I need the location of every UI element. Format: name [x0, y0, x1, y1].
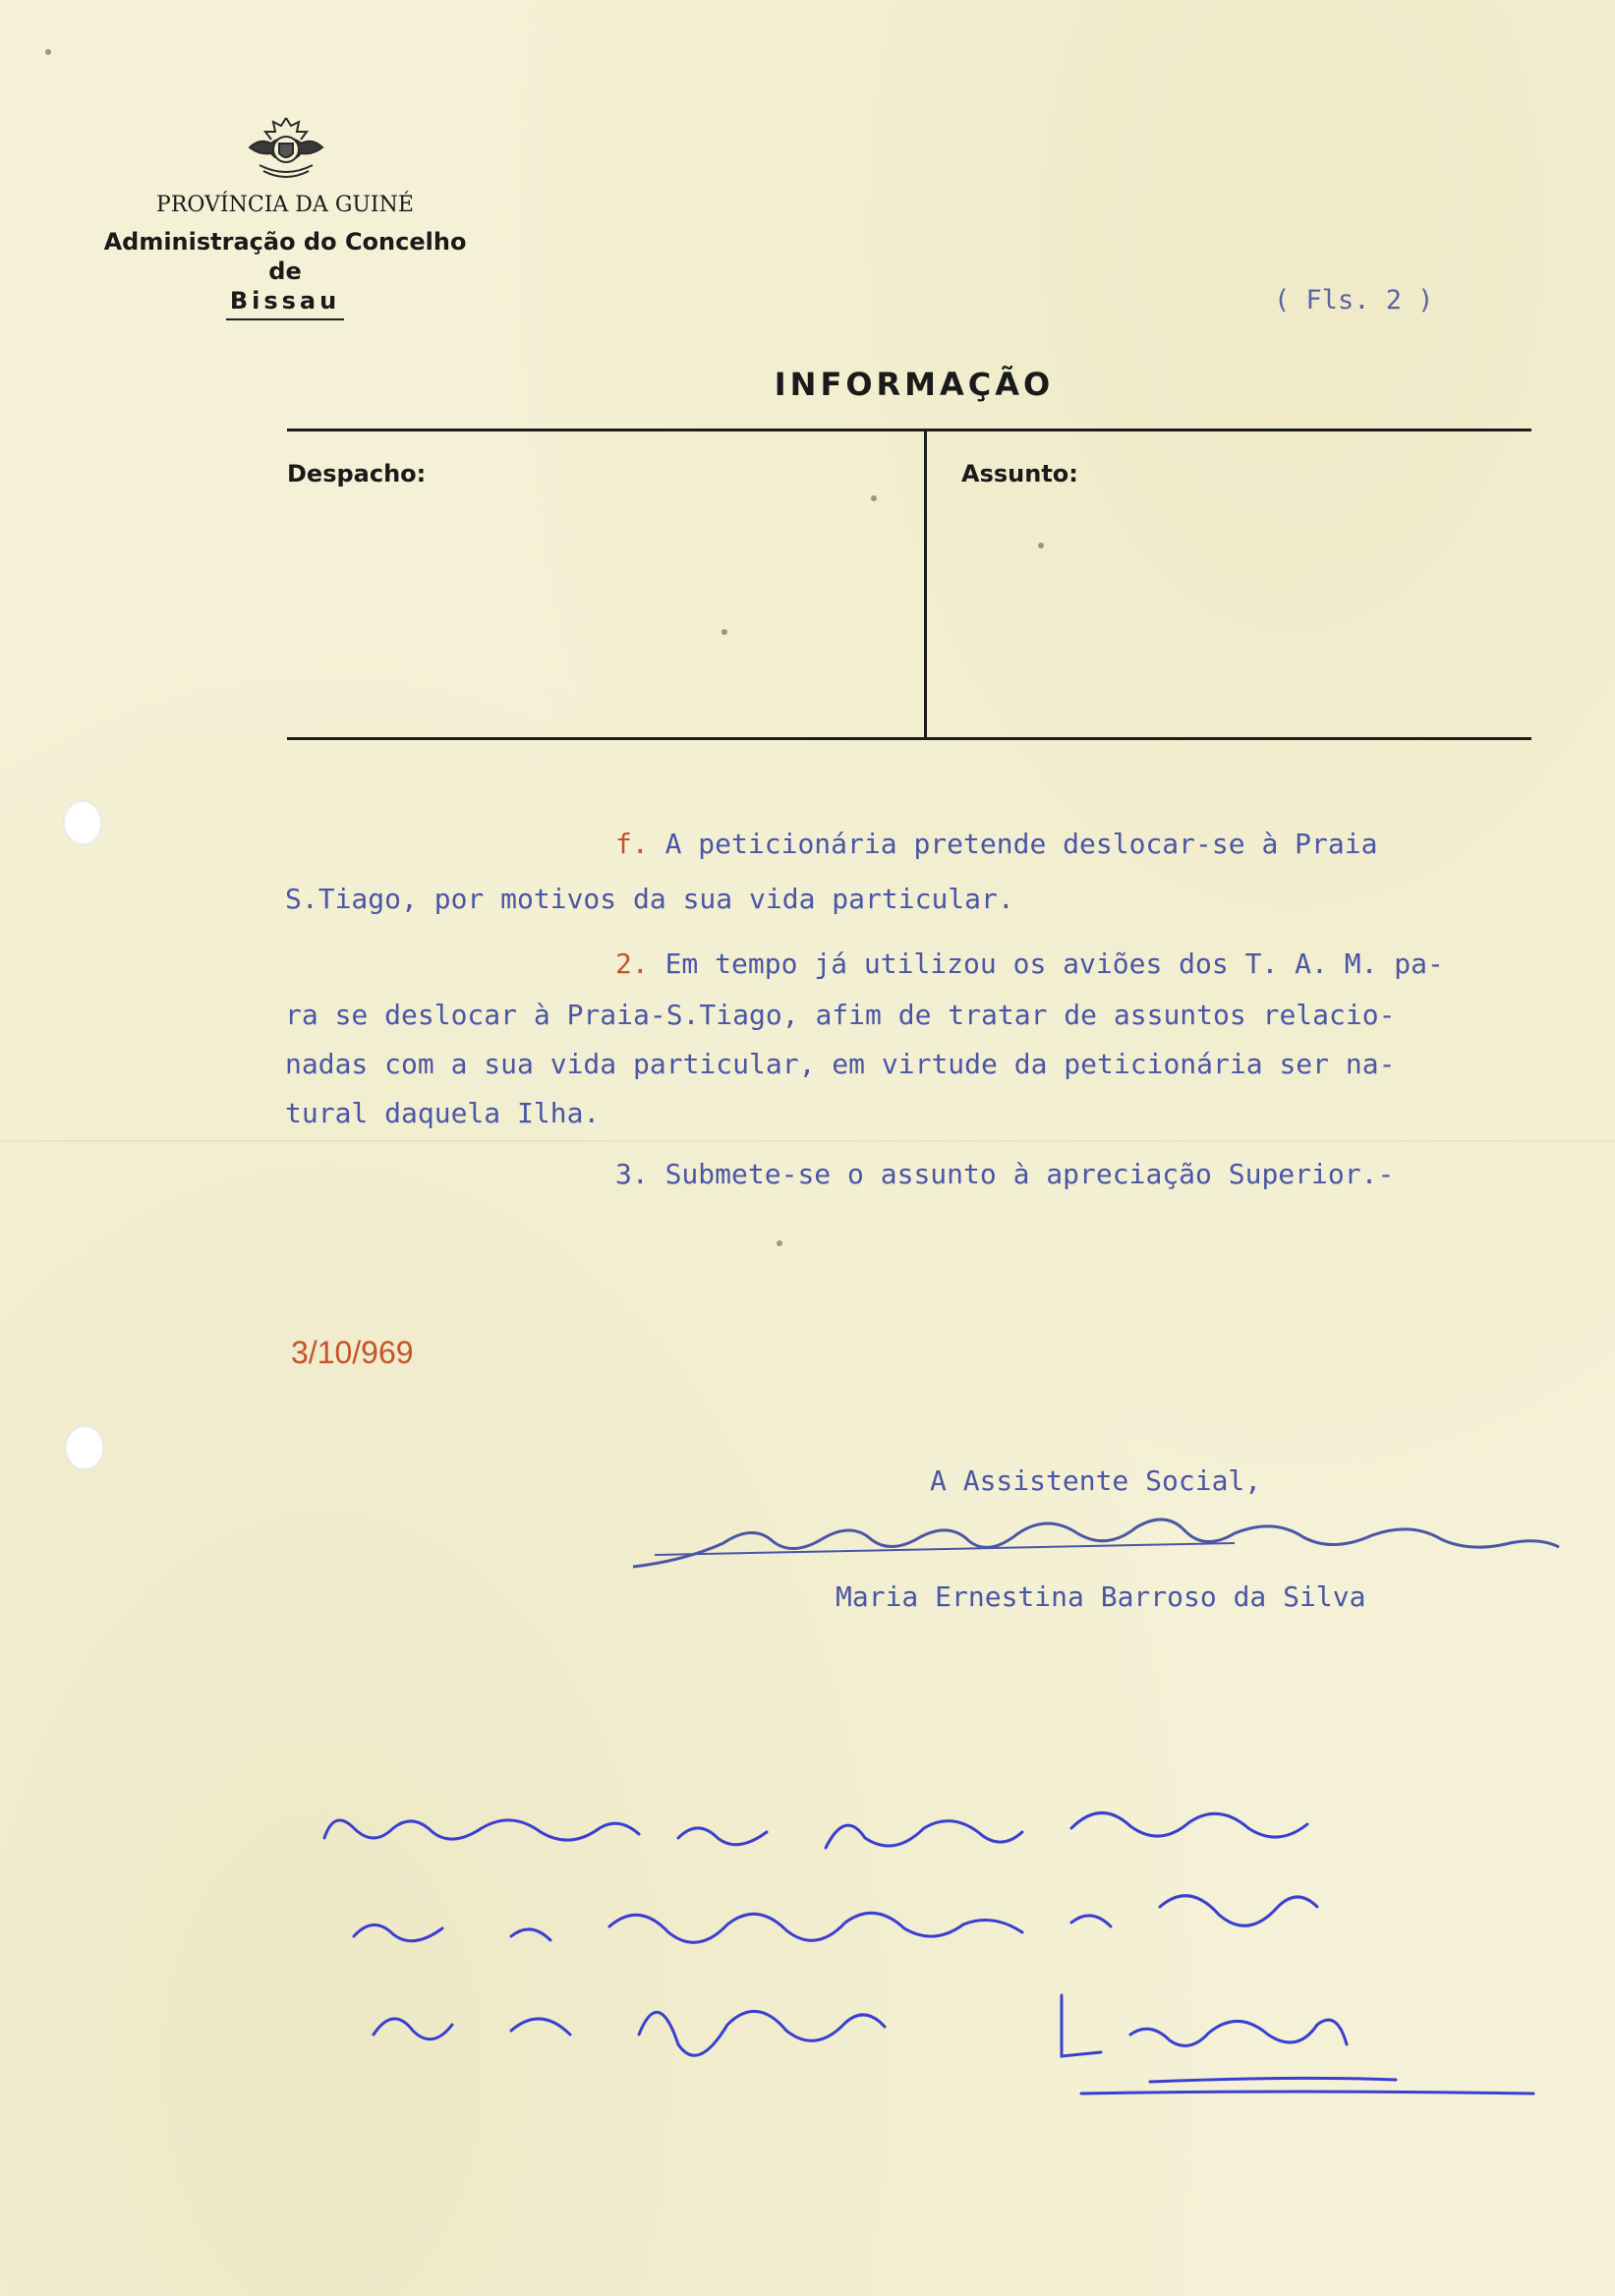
- document-date: 3/10/969: [291, 1335, 414, 1370]
- paragraph-2-line-4: tural daquela Ilha.: [285, 1097, 601, 1129]
- paper-speck: [777, 1240, 782, 1246]
- coat-of-arms-icon: [240, 114, 332, 185]
- header-de: de: [268, 258, 302, 285]
- paper-fold: [0, 1140, 1615, 1143]
- paragraph-3-number: 3.: [615, 1158, 649, 1190]
- paragraph-3: [615, 1158, 1394, 1190]
- punch-hole-top: [63, 800, 102, 845]
- punch-hole-bottom: [65, 1425, 104, 1470]
- page-title: INFORMAÇÃO: [774, 366, 1055, 403]
- header-administracao: Administração do Concelho: [103, 228, 467, 256]
- signature-scrawl: [625, 1504, 1569, 1582]
- paragraph-2-line-2: ra se deslocar à Praia-S.Tiago, afim de tratar de assuntos relacio-: [285, 999, 1396, 1031]
- paragraph-2-number: 2.: [615, 947, 649, 980]
- paper-speck: [721, 629, 727, 635]
- signature-name: Maria Ernestina Barroso da Silva: [836, 1580, 1366, 1613]
- paragraph-1-number: f.: [615, 828, 649, 860]
- paragraph-1-line-2: S.Tiago, por motivos da sua vida particular.: [285, 883, 1014, 915]
- form-rule-bottom: [287, 737, 1531, 740]
- paper-speck: [871, 495, 877, 501]
- header-provincia: PROVÍNCIA DA GUINÉ: [156, 193, 414, 217]
- paragraph-2-line-1: [615, 947, 1444, 980]
- signature-role: A Assistente Social,: [930, 1464, 1262, 1497]
- paper-speck: [45, 49, 51, 55]
- form-rule-top: [287, 429, 1531, 431]
- form-rule-divider: [924, 429, 927, 739]
- paper-speck: [1038, 543, 1044, 548]
- despacho-label: Despacho:: [287, 460, 427, 488]
- paragraph-1-text: A peticionária pretende deslocar-se à Praia: [664, 828, 1378, 860]
- assunto-label: Assunto:: [961, 460, 1078, 488]
- paragraph-1-line-1: [615, 828, 1377, 860]
- paragraph-2-text: Em tempo já utilizou os aviões dos T. A. M. pa-: [664, 947, 1444, 980]
- handwritten-note: [315, 1799, 1553, 2123]
- paragraph-2-line-3: nadas com a sua vida particular, em virtude da peticionária ser na-: [285, 1048, 1396, 1080]
- page-number: ( Fls. 2 ): [1274, 285, 1434, 316]
- paragraph-3-text: Submete-se o assunto à apreciação Superior.-: [664, 1158, 1395, 1190]
- header-cidade: Bissau: [226, 287, 344, 320]
